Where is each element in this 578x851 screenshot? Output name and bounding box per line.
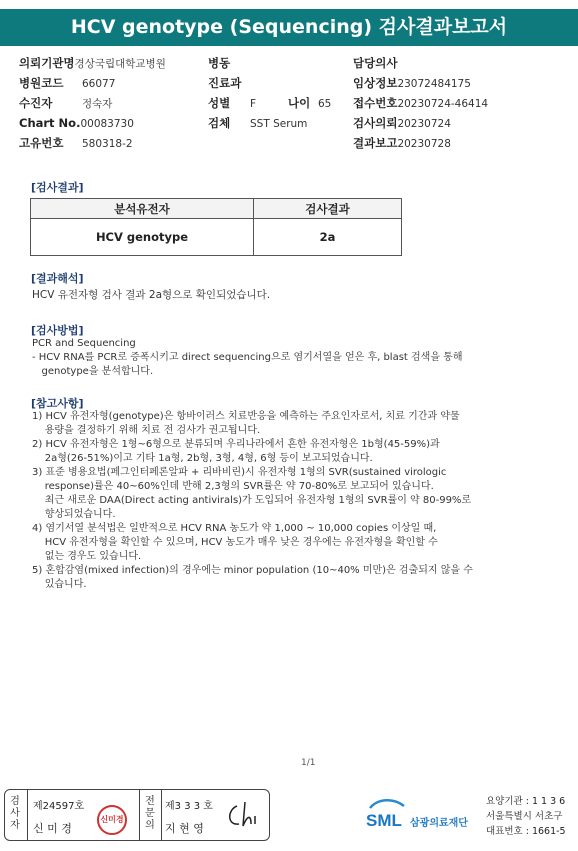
info-row [353, 54, 488, 74]
info-value: 20230728 [397, 138, 451, 150]
tester-label: 검사자 [10, 796, 20, 831]
info-label: 나이 [288, 96, 311, 110]
info-label: 의뢰기관명 [19, 56, 75, 70]
info-value: 65 [318, 98, 332, 110]
info-row [19, 54, 166, 74]
info-label: 접수번호 [353, 96, 398, 110]
doctor-signature [223, 798, 263, 832]
info-row [208, 114, 331, 134]
section-title-reference: [참고사항] [31, 397, 84, 410]
sml-logo-mark [364, 796, 484, 836]
page-number: 1/1 [301, 758, 316, 768]
patient-info-col1 [19, 54, 166, 154]
patient-info-col3 [353, 54, 488, 154]
info-row [353, 114, 488, 134]
info-label: 병원코드 [19, 76, 64, 90]
info-value: 23072484175 [397, 78, 471, 90]
info-value: 00083730 [80, 118, 134, 130]
patient-info-col2 [208, 54, 331, 134]
info-value: 580318-2 [82, 138, 133, 150]
doctor-label: 전문의 [145, 796, 155, 831]
info-row [353, 94, 488, 114]
org-info-line: 요양기관 : 1 1 3 6 [486, 796, 566, 807]
info-row [208, 74, 331, 94]
org-name: 삼광의료재단 [410, 818, 468, 829]
info-label: 고유번호 [19, 136, 64, 150]
info-label: 검체 [208, 116, 231, 130]
info-row [208, 54, 331, 74]
signature-box [4, 789, 270, 841]
org-info-line: 서울특별시 서초구 [486, 811, 563, 822]
sml-logo [364, 796, 484, 840]
tester-seal: 신미경 [97, 805, 127, 835]
doctor-license: 제3 3 3 호 [165, 801, 213, 812]
info-label: 임상정보 [353, 76, 398, 90]
info-label: 진료과 [208, 76, 242, 90]
info-row [19, 74, 166, 94]
info-row [19, 94, 166, 114]
section-title-result: [검사결과] [31, 181, 84, 194]
report-footer [0, 784, 578, 851]
info-value: 20230724 [397, 118, 451, 130]
doctor-name: 지 현 영 [165, 822, 204, 835]
info-label: 담당의사 [353, 56, 398, 70]
info-label: 결과보고 [353, 136, 398, 150]
table-cell-result: 2a [254, 219, 402, 256]
org-info [486, 794, 566, 839]
method-text: PCR and Sequencing - HCV RNA를 PCR로 증폭시키고 direct sequencing으로 염기서열을 얻은 후, blast 검색을 통해 genotype을 분석합니다. [32, 338, 463, 377]
info-label: 병동 [208, 56, 231, 70]
info-label: 검사의뢰 [353, 116, 398, 130]
section-title-interpretation: [결과해석] [31, 272, 84, 285]
info-row [353, 134, 488, 154]
info-row [19, 134, 166, 154]
info-value: F [250, 98, 257, 110]
info-row [19, 114, 166, 134]
org-info-line: 대표번호 : 1661-5 [486, 826, 566, 837]
table-header-cell: 검사결과 [254, 199, 402, 219]
table-cell-gene: HCV genotype [31, 219, 254, 256]
info-label: 성별 [208, 96, 231, 110]
info-value: 66077 [82, 78, 116, 90]
info-value: 정숙자 [82, 98, 113, 110]
tester-license: 제24597호 [33, 801, 85, 812]
report-title: HCV genotype (Sequencing) 검사결과보고서 [0, 9, 578, 46]
interpretation-text: HCV 유전자형 검사 결과 2a형으로 확인되었습니다. [32, 289, 271, 301]
section-title-method: [검사방법] [31, 324, 84, 337]
info-value: SST Serum [250, 118, 308, 130]
table-header-row [31, 199, 402, 219]
info-value: 20230724-46414 [397, 98, 489, 110]
table-header-cell: 분석유전자 [31, 199, 254, 219]
info-row [208, 94, 331, 114]
info-value: 경상국립대학교병원 [74, 58, 166, 70]
info-row [353, 74, 488, 94]
table-row [31, 219, 402, 256]
result-table [30, 198, 402, 256]
tester-name: 신 미 경 [33, 822, 72, 835]
reference-text: 1) HCV 유전자형(genotype)은 항바이러스 치료반응을 예측하는 주요인자로서, 치료 기간과 약물 용량을 결정하기 위해 치료 전 검사가 권고됩니다. 2) HCV 유전자형은 1형~6형으로 분류되며 우리나라에서 흔한 유전자형은 1b형(45-59%)과 2a형(26-51%)이고 기타 1a형, 2b형, 3형, 4형, 6형 등이 보고되었습니다. 3) 표준 병용요법(페그인터페론알파 + 리바비린)시 유전자형 1형의 SVR(sustained virologic response)률은 40~60%인데 반해 2,3형의 SVR률은 약 70-80%로 보고되어 있습니다. 최근 새로운 DAA(Direct acting antivirals)가 도입되어 유전자형 1형의 SVR률이 약 80-99%로 향상되었습니다. 4) 염기서열 분석법은 일반적으로 HCV RNA 농도가 약 1,000 ~ 10,000 copies 이상일 때, HCV 유전자형을 확인할 수 있으며, HCV 농도가 매우 낮은 경우에는 유전자형을 확인할 수 없는 경우도 있습니다. 5) 혼합감염(mixed infection)의 경우에는 minor population (10~40% 미만)은 검출되지 않을 수 있습니다. [32, 411, 473, 590]
info-label: Chart No. [19, 116, 81, 130]
info-label: 수진자 [19, 96, 53, 110]
logo-text: SML [366, 811, 402, 830]
